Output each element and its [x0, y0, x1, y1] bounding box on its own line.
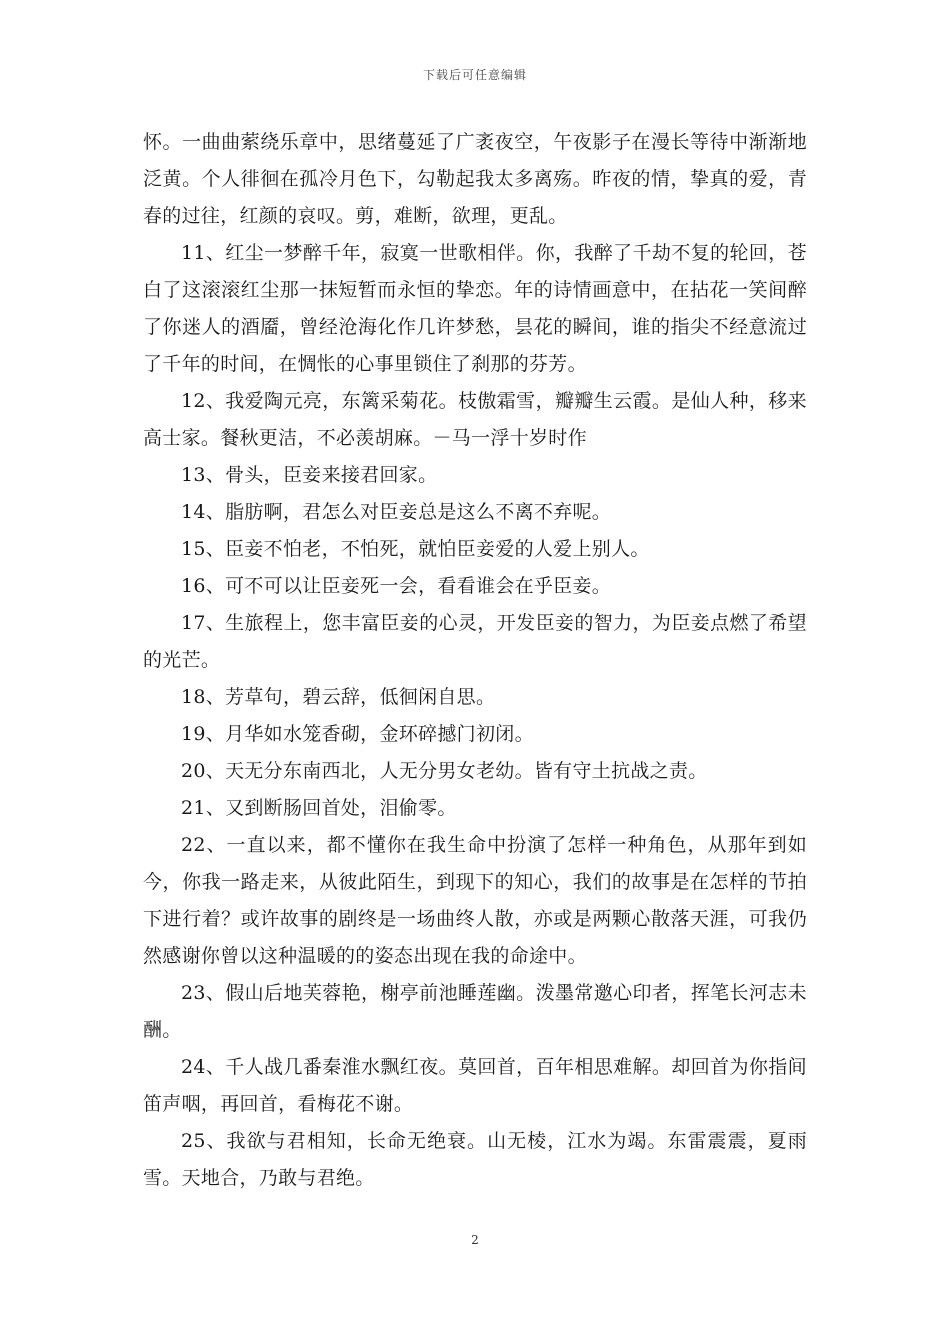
- paragraph-19: 19、月华如水笼香砌，金环碎撼门初闭。: [181, 723, 534, 745]
- paragraph-12: 12、我爱陶元亮，东篱采菊花。枝傲霜雪，瓣瓣生云霞。是仙人种，移来高士家。餐秋更洁，不必羡胡麻。－马一浮十岁时作: [143, 390, 807, 449]
- paragraph-continuation: 怀。一曲曲萦绕乐章中，思绪蔓延了广袤夜空，午夜影子在漫长等待中渐渐地泛黄。个人徘徊在孤冷月色下，勾勒起我太多离殇。昨夜的情，挚真的爱，青春的过往，红颜的哀叹。剪，难断，欲理，更乱。: [143, 131, 807, 227]
- body-text: [143, 124, 807, 1197]
- paragraph-16: 16、可不可以让臣妾死一会，看看谁会在乎臣妾。: [181, 575, 612, 597]
- paragraph-15: 15、臣妾不怕老，不怕死，就怕臣妾爱的人爱上别人。: [181, 538, 650, 560]
- paragraph-13: 13、骨头，臣妾来接君回家。: [181, 464, 438, 486]
- page-header: 下载后可任意编辑: [422, 68, 527, 82]
- paragraph-20: 20、天无分东南西北，人无分男女老幼。皆有守土抗战之责。: [181, 760, 708, 782]
- paragraph-25: 25、我欲与君相知，长命无绝衰。山无棱，江水为竭。东雷震震，夏雨雪。天地合，乃敢与君绝。: [143, 1130, 807, 1189]
- paragraph-18: 18、芳草句，碧云辞，低徊闲自思。: [181, 686, 496, 708]
- paragraph-21: 21、又到断肠回首处，泪偷零。: [181, 797, 457, 819]
- paragraph-24: 24、千人战几番秦淮水飘红夜。莫回首，百年相思难解。却回首为你指间笛声咽，再回首，看梅花不谢。: [143, 1056, 807, 1115]
- paragraph-14: 14、脂肪啊，君怎么对臣妾总是这么不离不弃呢。: [181, 501, 612, 523]
- paragraph-22: 22、一直以来，都不懂你在我生命中扮演了怎样一种角色，从那年到如今，你我一路走来，从彼此陌生，到现下的知心，我们的故事是在怎样的节拍下进行着？或许故事的剧终是一场曲终人散，亦或是两颗心散落天涯，可我仍然感谢你曾以这种温暖的的姿态出现在我的命途中。: [143, 834, 807, 967]
- paragraph-23: 23、假山后地芙蓉艳，榭亭前池睡莲幽。泼墨常邀心印者，挥笔长河志未酬。: [143, 982, 807, 1041]
- page-number: 2: [471, 1233, 479, 1247]
- paragraph-17: 17、生旅程上，您丰富臣妾的心灵，开发臣妾的智力，为臣妾点燃了希望的光芒。: [143, 612, 807, 671]
- paragraph-11: 11、红尘一梦醉千年，寂寞一世歌相伴。你，我醉了千劫不复的轮回，苍白了这滚滚红尘那一抹短暂而永恒的挚恋。年的诗情画意中，在拈花一笑间醉了你迷人的酒靥，曾经沧海化作几许梦愁，昙花的瞬间，谁的指尖不经意流过了千年的时间，在惆怅的心事里锁住了刹那的芬芳。: [143, 242, 807, 375]
